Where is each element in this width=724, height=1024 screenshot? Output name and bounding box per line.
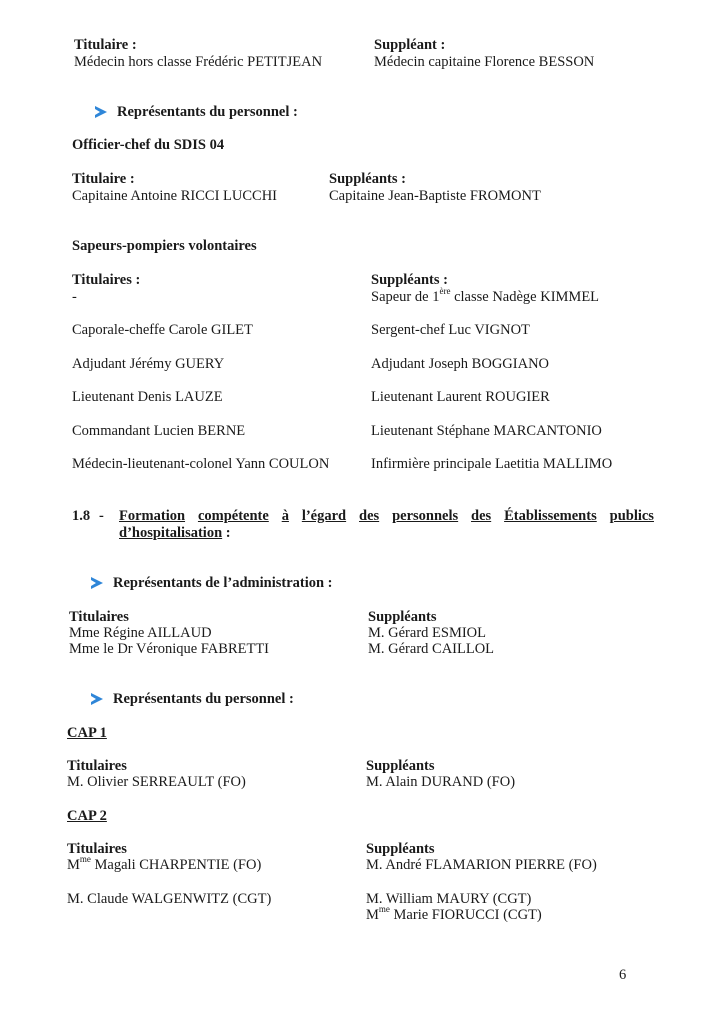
cap2-suppleant: M. William MAURY (CGT) — [366, 891, 532, 907]
cap2-suppleant: $M^{me}$ Marie FIORUCCI (CGT) — [366, 904, 542, 923]
chevron-right-icon — [95, 106, 107, 118]
chevron-right-icon — [91, 693, 103, 705]
officier-titulaire-name: Capitaine Antoine RICCI LUCCHI — [72, 188, 277, 204]
cap1-titulaire: M. Olivier SERREAULT (FO) — [67, 774, 246, 790]
cap2-suppleants-label: Suppléants — [366, 841, 435, 857]
prev-titulaire-name: Médecin hors classe Frédéric PETITJEAN — [74, 54, 323, 70]
cap2-titulaire: M. Claude WALGENWITZ (CGT) — [67, 891, 272, 907]
prev-suppleant-label: Suppléant : — [374, 37, 446, 53]
rep-personnel-heading: Représentants du personnel : — [117, 104, 298, 120]
admin-suppleants-label: Suppléants — [368, 609, 437, 625]
cap1-title: CAP 1 — [67, 725, 107, 741]
volontaires-title: Sapeurs-pompiers volontaires — [72, 238, 257, 254]
volontaire-suppleant: Lieutenant Stéphane MARCANTONIO — [371, 423, 602, 439]
volontaire-titulaire: Commandant Lucien BERNE — [72, 423, 246, 439]
officier-suppleant-name: Capitaine Jean-Baptiste FROMONT — [329, 188, 541, 204]
page-number: 6 — [619, 967, 627, 983]
admin-titulaire: Mme Régine AILLAUD — [69, 625, 212, 641]
cap1-suppleants-label: Suppléants — [366, 758, 435, 774]
cap2-titulaires-label: Titulaires — [67, 841, 127, 857]
volontaires-suppleants-label: Suppléants : — [371, 272, 448, 288]
officier-title: Officier-chef du SDIS 04 — [72, 137, 225, 153]
admin-titulaires-label: Titulaires — [69, 609, 129, 625]
volontaires-titulaires-label: Titulaires : — [72, 272, 141, 288]
volontaire-suppleant: Lieutenant Laurent ROUGIER — [371, 389, 550, 405]
section-dash: - — [99, 508, 104, 524]
admin-suppleant: M. Gérard ESMIOL — [368, 625, 486, 641]
cap2-title: CAP 2 — [67, 808, 107, 824]
chevron-right-icon — [91, 577, 103, 589]
prev-titulaire-label: Titulaire : — [74, 37, 137, 53]
volontaire-titulaire: Adjudant Jérémy GUERY — [72, 356, 225, 372]
volontaire-titulaire: Médecin-lieutenant-colonel Yann COULON — [72, 456, 330, 472]
admin-titulaire: Mme le Dr Véronique FABRETTI — [69, 641, 270, 657]
cap1-suppleant: M. Alain DURAND (FO) — [366, 774, 516, 790]
officier-suppleants-label: Suppléants : — [329, 171, 406, 187]
prev-suppleant-name: Médecin capitaine Florence BESSON — [374, 54, 595, 70]
cap2-suppleant: M. André FLAMARION PIERRE (FO) — [366, 857, 597, 873]
volontaire-titulaire: Caporale-cheffe Carole GILET — [72, 322, 253, 338]
volontaires-first-titulaire: - — [72, 289, 77, 305]
volontaire-suppleant: Infirmière principale Laetitia MALLIMO — [371, 456, 613, 472]
cap1-titulaires-label: Titulaires — [67, 758, 127, 774]
volontaire-titulaire: Lieutenant Denis LAUZE — [72, 389, 223, 405]
admin-suppleant: M. Gérard CAILLOL — [368, 641, 495, 657]
rep-administration-heading: Représentants de l’administration : — [113, 575, 333, 591]
section-title: Formation compétente à l’égard des personnels des Établissements publics d’hospitalisation : — [119, 508, 654, 541]
rep-personnel-heading-2: Représentants du personnel : — [113, 691, 294, 707]
volontaire-suppleant: Sergent-chef Luc VIGNOT — [371, 322, 530, 338]
volontaires-first-suppleant: Sapeur de 1ère classe Nadège KIMMEL — [371, 286, 600, 305]
cap2-titulaire: $M^{me}$ Magali CHARPENTIE (FO) — [67, 854, 262, 873]
volontaire-suppleant: Adjudant Joseph BOGGIANO — [371, 356, 550, 372]
section-number: 1.8 — [72, 508, 91, 524]
officier-titulaire-label: Titulaire : — [72, 171, 135, 187]
